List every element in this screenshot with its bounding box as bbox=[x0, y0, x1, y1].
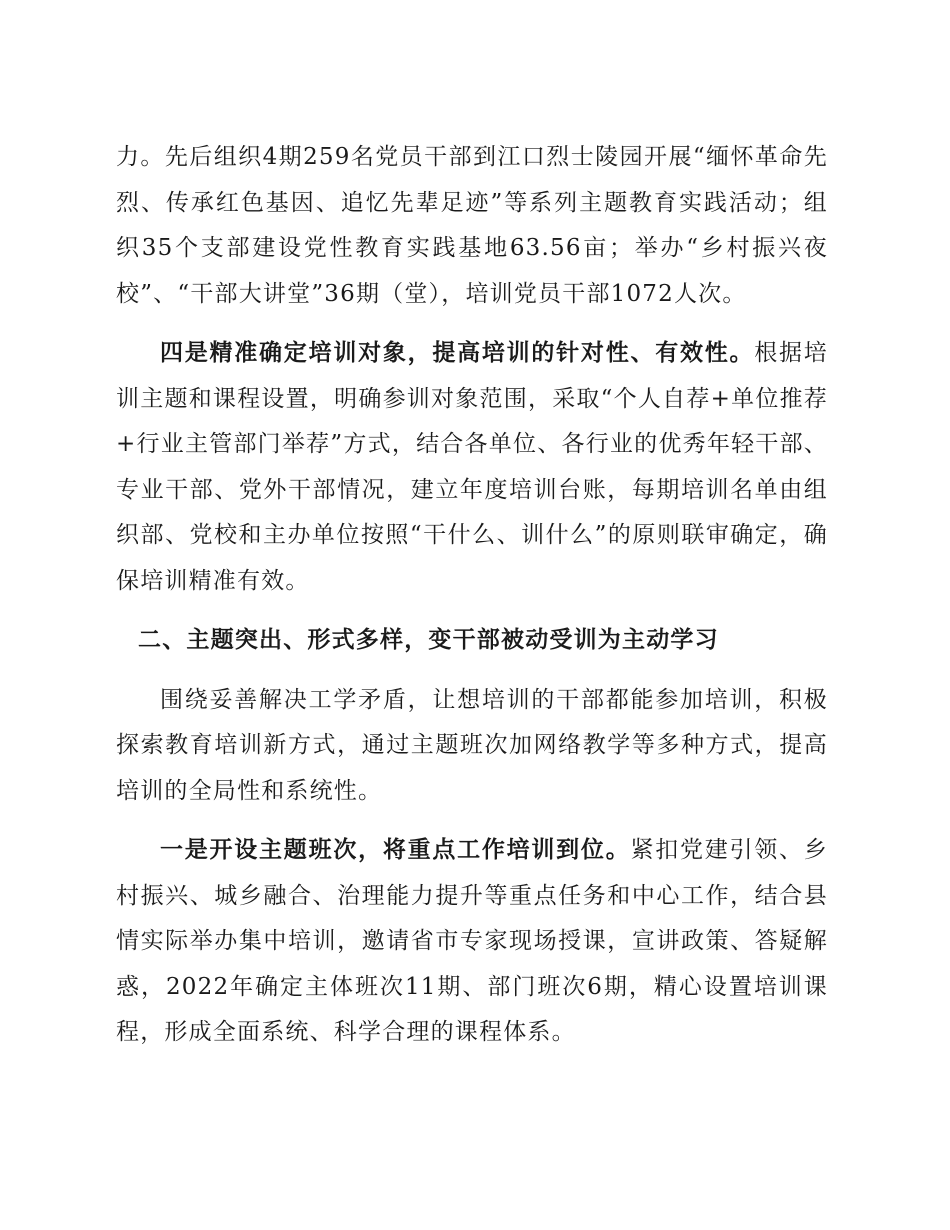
section-heading: 二、主题突出、形式多样，变干部被动受训为主动学习 bbox=[138, 627, 719, 653]
paragraph-theme-classes bbox=[116, 828, 828, 1056]
paragraph-lead-bold: 四是精准确定培训对象，提高培训的针对性、有效性。 bbox=[160, 340, 755, 366]
paragraph-training-targets bbox=[116, 331, 828, 604]
paragraph-lead-bold: 一是开设主题班次，将重点工作培训到位。 bbox=[160, 837, 631, 863]
paragraph-intro: 围绕妥善解决工学矛盾，让想培训的干部都能参加培训，积极探索教育培训新方式，通过主题班次加网络教学等多种方式，提高培训的全局性和系统性。 bbox=[116, 686, 828, 804]
paragraph-continuation: 力。先后组织4期259名党员干部到江口烈士陵园开展“缅怀革命先烈、传承红色基因、追忆先辈足迹”等系列主题教育实践活动；组织35个支部建设党性教育实践基地63.56亩；举办“乡村振兴夜校”、“干部大讲堂”36期（堂），培训党员干部1072人次。 bbox=[116, 144, 828, 307]
document-page bbox=[116, 133, 828, 1056]
paragraph-body: 紧扣党建引领、乡村振兴、城乡融合、治理能力提升等重点任务和中心工作，结合县情实际举办集中培训，邀请省市专家现场授课，宣讲政策、答疑解惑，2022年确定主体班次11期、部门班次6期，精心设置培训课程，形成全面系统、科学合理的课程体系。 bbox=[116, 837, 828, 1045]
paragraph-body: 根据培训主题和课程设置，明确参训对象范围，采取“个人自荐+单位推荐+行业主管部门举荐”方式，结合各单位、各行业的优秀年轻干部、专业干部、党外干部情况，建立年度培训台账，每期培训名单由组织部、党校和主办单位按照“干什么、训什么”的原则联审确定，确保培训精准有效。 bbox=[116, 340, 828, 594]
